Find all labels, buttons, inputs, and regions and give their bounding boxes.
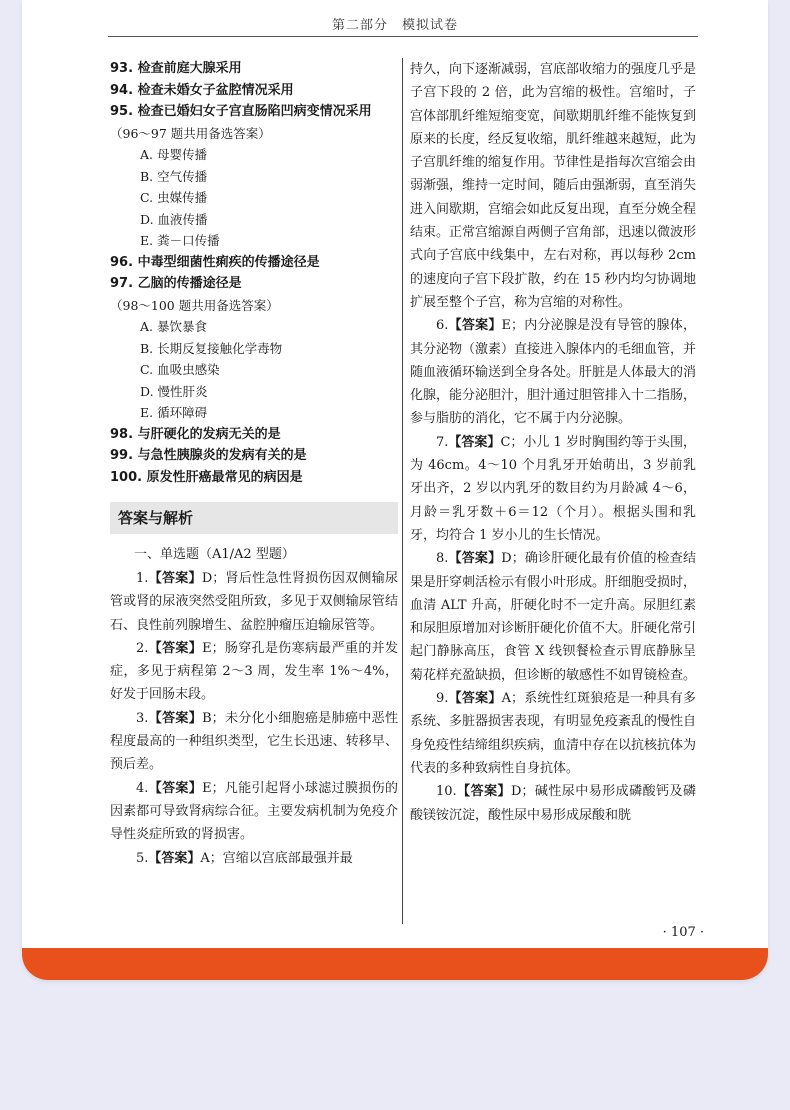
question-93: 93. 检查前庭大腺采用 xyxy=(110,61,242,76)
header-rule xyxy=(108,36,698,37)
question-95: 95. 检查已婚妇女子宫直肠陷凹病变情况采用 xyxy=(110,104,372,119)
answer-paragraph: 6.【答案】E；内分泌腺是没有导管的腺体，其分泌物（激素）直接进入腺体内的毛细血管，并随血液循环输送到全身各处。肝脏是人体最大的消化腺，能分泌胆汁，胆汁通过胆管排入十二指肠，参与脂肪的消化，它不属于内分泌腺。 xyxy=(410,318,697,427)
option-b: B. 空气传播 xyxy=(140,168,208,184)
question-100: 100. 原发性肝癌最常见的病因是 xyxy=(110,469,303,485)
section-title: 答案与解析 xyxy=(110,502,398,534)
answer-paragraph: 2.【答案】E；肠穿孔是伤寒病最严重的并发症，多见于病程第 2～3 周，发生率 1%～4%，好发于回肠末段。 xyxy=(110,640,398,703)
option-c: C. 虫媒传播 xyxy=(140,190,208,205)
option-e: E. 循环障碍 xyxy=(140,405,208,420)
answer-paragraph: 4.【答案】E；凡能引起肾小球滤过膜损伤的因素都可导致肾病综合征。主要发病机制为免疫介导性炎症所致的肾损害。 xyxy=(110,780,398,843)
question-94: 94. 检查未婚女子盆腔情况采用 xyxy=(110,82,294,98)
page-number: · 107 · xyxy=(662,925,704,940)
answer-paragraph: 5.【答案】A；宫缩以宫底部最强并最 xyxy=(136,850,353,866)
option-e: E. 粪－口传播 xyxy=(140,233,220,248)
footer-band xyxy=(22,948,768,980)
answer-paragraph: 1.【答案】D；肾后性急性肾损伤因双侧输尿管或肾的尿液突然受阻所致，多见于双侧输尿管结石、良性前列腺增生、盆腔肿瘤压迫输尿管等。 xyxy=(110,571,398,633)
left-column xyxy=(110,58,398,870)
running-header: 第二部分 模拟试卷 xyxy=(331,18,458,33)
answer-paragraph: 7.【答案】C；小儿 1 岁时胸围约等于头围，为 46cm。4～10 个月乳牙开始萌出，3 岁前乳牙出齐，2 岁以内乳牙的数目约为月龄减 4～6，月龄＝乳牙数＋6＝12（个月）。根据头围和乳牙，均符合 1 岁小儿的生长情况。 xyxy=(410,434,696,543)
option-c: C. 血吸虫感染 xyxy=(140,362,220,377)
answer-paragraph: 3.【答案】B；未分化小细胞癌是肺癌中恶性程度最高的一种组织类型，它生长迅速、转移早、预后差。 xyxy=(110,710,398,773)
answer-paragraph: 9.【答案】A；系统性红斑狼疮是一种具有多系统、多脏器损害表现，有明显免疫紊乱的慢性自身免疫性结缔组织疾病，血清中存在以抗核抗体为代表的多种致病性自身抗体。 xyxy=(410,691,697,776)
subsection-heading: 一、单选题（A1/A2 型题） xyxy=(134,547,295,562)
option-b: B. 长期反复接触化学毒物 xyxy=(140,340,283,356)
option-d: D. 血液传播 xyxy=(140,211,208,227)
answer-paragraph: 8.【答案】D；确诊肝硬化最有价值的检查结果是肝穿刺活检示有假小叶形成。肝细胞受损时，血清 ALT 升高，肝硬化时不一定升高。尿胆红素和尿胆原增加对诊断肝硬化价值不大。肝硬化常引起门静脉高压，食管 X 线钡餐检查示胃底静脉呈菊花样充盈缺损，但诊断的敏感性不如胃镜检查。 xyxy=(410,551,697,683)
question-97: 97. 乙脑的传播途径是 xyxy=(110,276,242,291)
option-d: D. 慢性肝炎 xyxy=(140,383,208,399)
shared-options-note: （98～100 题共用备选答案） xyxy=(110,297,279,313)
answer-continuation: 持久，向下逐渐减弱，宫底部收缩力的强度几乎是子宫下段的 2 倍，此为宫缩的极性。宫缩时，子宫体部肌纤维短缩变宽，间歇期肌纤维不能恢复到原来的长度，经反复收缩，肌纤维越来越短，此为子宫肌纤维的缩复作用。节律性是指每次宫缩会由弱渐强，维持一定时间，随后由强渐弱，直至消失进入间歇期，宫缩会如此反复出现，直至分娩全程结束。正常宫缩源自两侧子宫角部，迅速以微波形式向子宫底中线集中，左右对称，再以每秒 2cm 的速度向子宫下段扩散，约在 15 秒内均匀协调地扩展至整个子宫，称为宫缩的对称性。 xyxy=(410,62,697,310)
question-96: 96. 中毒型细菌性痢疾的传播途径是 xyxy=(110,254,320,270)
option-a: A. 暴饮暴食 xyxy=(140,319,207,334)
right-column xyxy=(410,58,696,827)
column-divider xyxy=(402,58,403,924)
answer-paragraph: 10.【答案】D；碱性尿中易形成磷酸钙及磷酸镁铵沉淀，酸性尿中易形成尿酸和胱 xyxy=(410,784,696,823)
option-a: A. 母婴传播 xyxy=(140,147,207,162)
question-98: 98. 与肝硬化的发病无关的是 xyxy=(110,426,281,442)
page-sheet xyxy=(22,0,768,980)
shared-options-note: （96～97 题共用备选答案） xyxy=(110,125,271,141)
question-99: 99. 与急性胰腺炎的发病有关的是 xyxy=(110,448,307,463)
